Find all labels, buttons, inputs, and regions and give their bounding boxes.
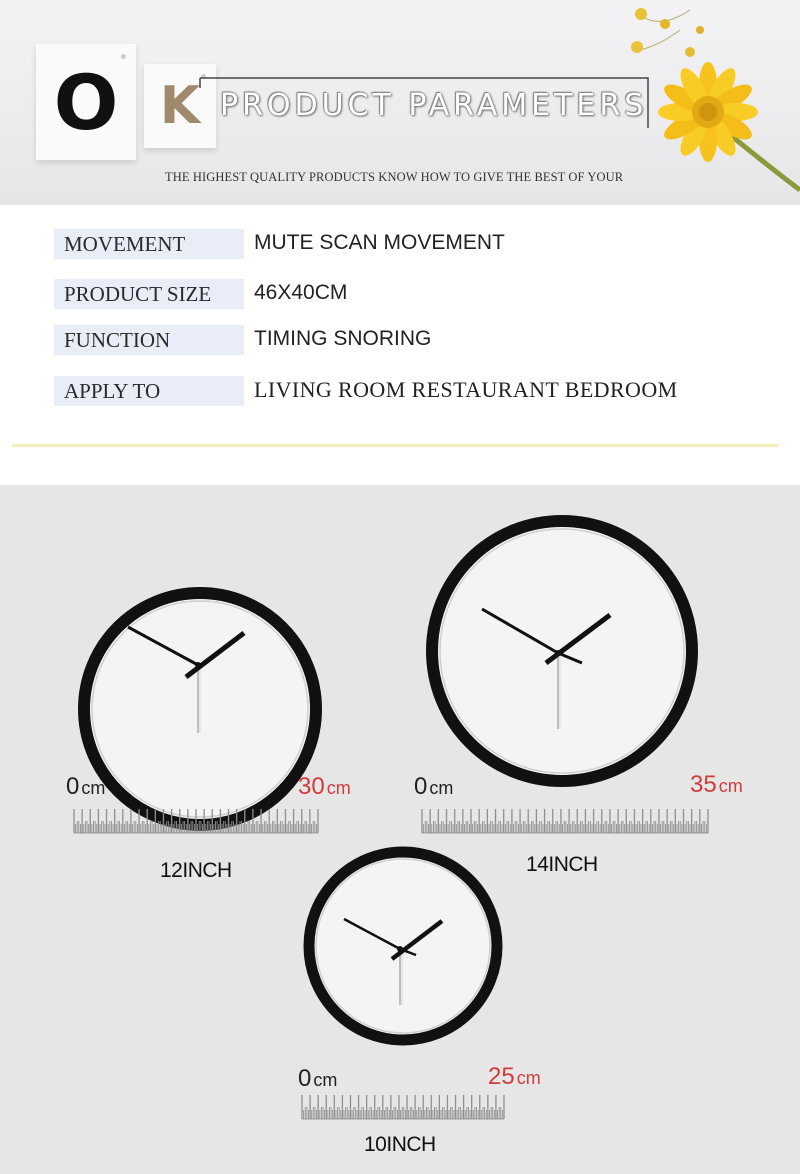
param-value: 46X40CM — [254, 281, 348, 304]
banner — [0, 0, 800, 205]
param-label: FUNCTION — [54, 325, 244, 355]
size-label-10inch: 10INCH — [364, 1133, 436, 1156]
bud-icon — [660, 19, 670, 29]
ruler-end-label: 35 cm — [690, 771, 743, 798]
clock-14inch-icon — [422, 511, 702, 791]
title-plate — [198, 76, 650, 130]
letter-card-o-text: O — [53, 57, 119, 147]
param-row-movement — [54, 229, 774, 261]
param-label: MOVEMENT — [54, 229, 244, 259]
divider — [12, 444, 778, 447]
ruler-end-label: 30 cm — [298, 773, 351, 800]
clock-12inch-icon — [74, 583, 326, 835]
size-label-14inch: 14INCH — [526, 853, 598, 876]
clock-sizes-section — [0, 485, 800, 1174]
parameters-section — [0, 205, 800, 485]
bud-icon — [631, 41, 643, 53]
ruler-25cm — [300, 1093, 506, 1123]
param-label: PRODUCT SIZE — [54, 279, 244, 309]
page-title: PRODUCT PARAMETERS — [220, 88, 648, 123]
ruler-35cm — [420, 807, 710, 837]
clock-10inch-icon — [300, 843, 506, 1049]
tagline: THE HIGHEST QUALITY PRODUCTS KNOW HOW TO GIVE THE BEST OF YOUR — [165, 170, 624, 184]
ruler-30cm — [72, 807, 320, 837]
param-row-apply-to — [54, 376, 774, 408]
ruler-end-label: 25 cm — [488, 1063, 541, 1090]
param-row-product-size — [54, 279, 774, 311]
param-value: LIVING ROOM RESTAURANT BEDROOM — [254, 377, 678, 402]
param-row-function — [54, 325, 774, 357]
letter-card-k-text: K — [159, 76, 201, 136]
param-value: MUTE SCAN MOVEMENT — [254, 231, 505, 254]
ruler-start-label: 0 cm — [298, 1065, 338, 1092]
bud-icon — [696, 26, 704, 34]
ruler-start-label: 0 cm — [66, 773, 106, 800]
bud-icon — [685, 47, 695, 57]
bud-icon — [635, 8, 647, 20]
param-label: APPLY TO — [54, 376, 244, 406]
size-label-12inch: 12INCH — [160, 859, 232, 882]
param-value: TIMING SNORING — [254, 327, 432, 350]
ruler-start-label: 0 cm — [414, 773, 454, 800]
